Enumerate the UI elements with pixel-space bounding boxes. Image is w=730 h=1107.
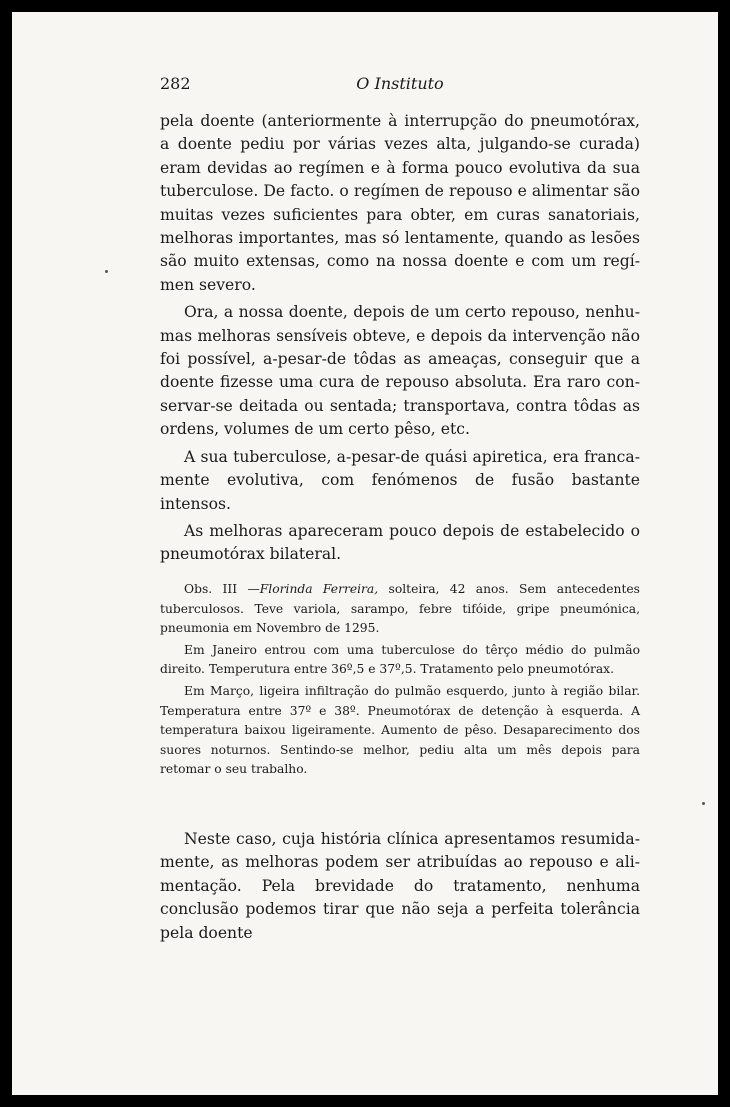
closing-text xyxy=(160,828,640,945)
observation-paragraph: Em Março, ligeira infiltração do pulmão esquerdo, junto à região bilar. Temperatura entre 37º e 38º. Pneumotórax de detenção à esquerda. A temperatura baixou ligeiramente. Aumento de pêso. Desaparecimento dos suores noturnos. Sentindo-se melhor, pediu alta um mês depois para retomar o seu trabalho. xyxy=(160,683,640,777)
paragraph: Ora, a nossa doente, depois de um certo repouso, nenhumas melhoras sensíveis obteve, e depois da intervenção não foi possível, a-pesar-de tôdas as ameaças, conseguir que a doente fizesse uma cura de repouso absoluta. Era raro conservar-se deitada ou sentada; transportava, contra tôdas as ordens, volumes de um certo pêso, etc. xyxy=(160,303,640,439)
paragraph: A sua tuberculose, a-pesar-de quási apiretica, era francamente evolutiva, com fenómenos de fusão bastante intensos. xyxy=(160,447,640,513)
observation-intro xyxy=(160,580,640,639)
patient-name: Florinda Ferreira, xyxy=(259,582,379,596)
paragraph: As melhoras apareceram pouco depois de estabelecido o pneumotórax bilateral. xyxy=(160,521,640,564)
page-number: 282 xyxy=(160,74,191,93)
document-page xyxy=(12,12,718,1095)
observation-paragraph: Em Janeiro entrou com uma tuberculose do têrço médio do pulmão direito. Temperutura entre 36º,5 e 37º,5. Tratamento pelo pneumotórax. xyxy=(160,642,640,677)
paragraph: Neste caso, cuja história clínica apresentamos resumidamente, as melhoras podem ser atribuídas ao repouso e alimentação. Pela brevidade do tratamento, nenhuma conclusão podemos tirar que não seja a perfeita tolerância pela doente xyxy=(160,830,640,942)
clinical-observation xyxy=(160,580,640,782)
main-text xyxy=(160,110,640,571)
print-speck xyxy=(105,270,108,273)
running-title: O Instituto xyxy=(356,74,444,93)
observation-intro-text: solteira, 42 anos. Sem antecedentes tuberculosos. Teve variola, sarampo, febre tifóide, gripe pneumónica, pneumonia em Novembro de 1295. xyxy=(160,582,640,636)
observation-label: Obs. III — xyxy=(184,582,260,596)
paragraph: pela doente (anteriormente à interrupção do pneumotórax, a doente pediu por várias vezes alta, julgando-se curada) eram devidas ao regímen e à forma pouco evolutiva da sua tuberculose. De facto. o regímen de repouso e alimentar são muitas vezes suficientes para obter, em curas sanatoriais, melhoras importantes, mas só lentamente, quando as lesões são muito extensas, como na nossa doente e com um regímen severo. xyxy=(160,112,640,294)
print-speck xyxy=(702,802,705,805)
